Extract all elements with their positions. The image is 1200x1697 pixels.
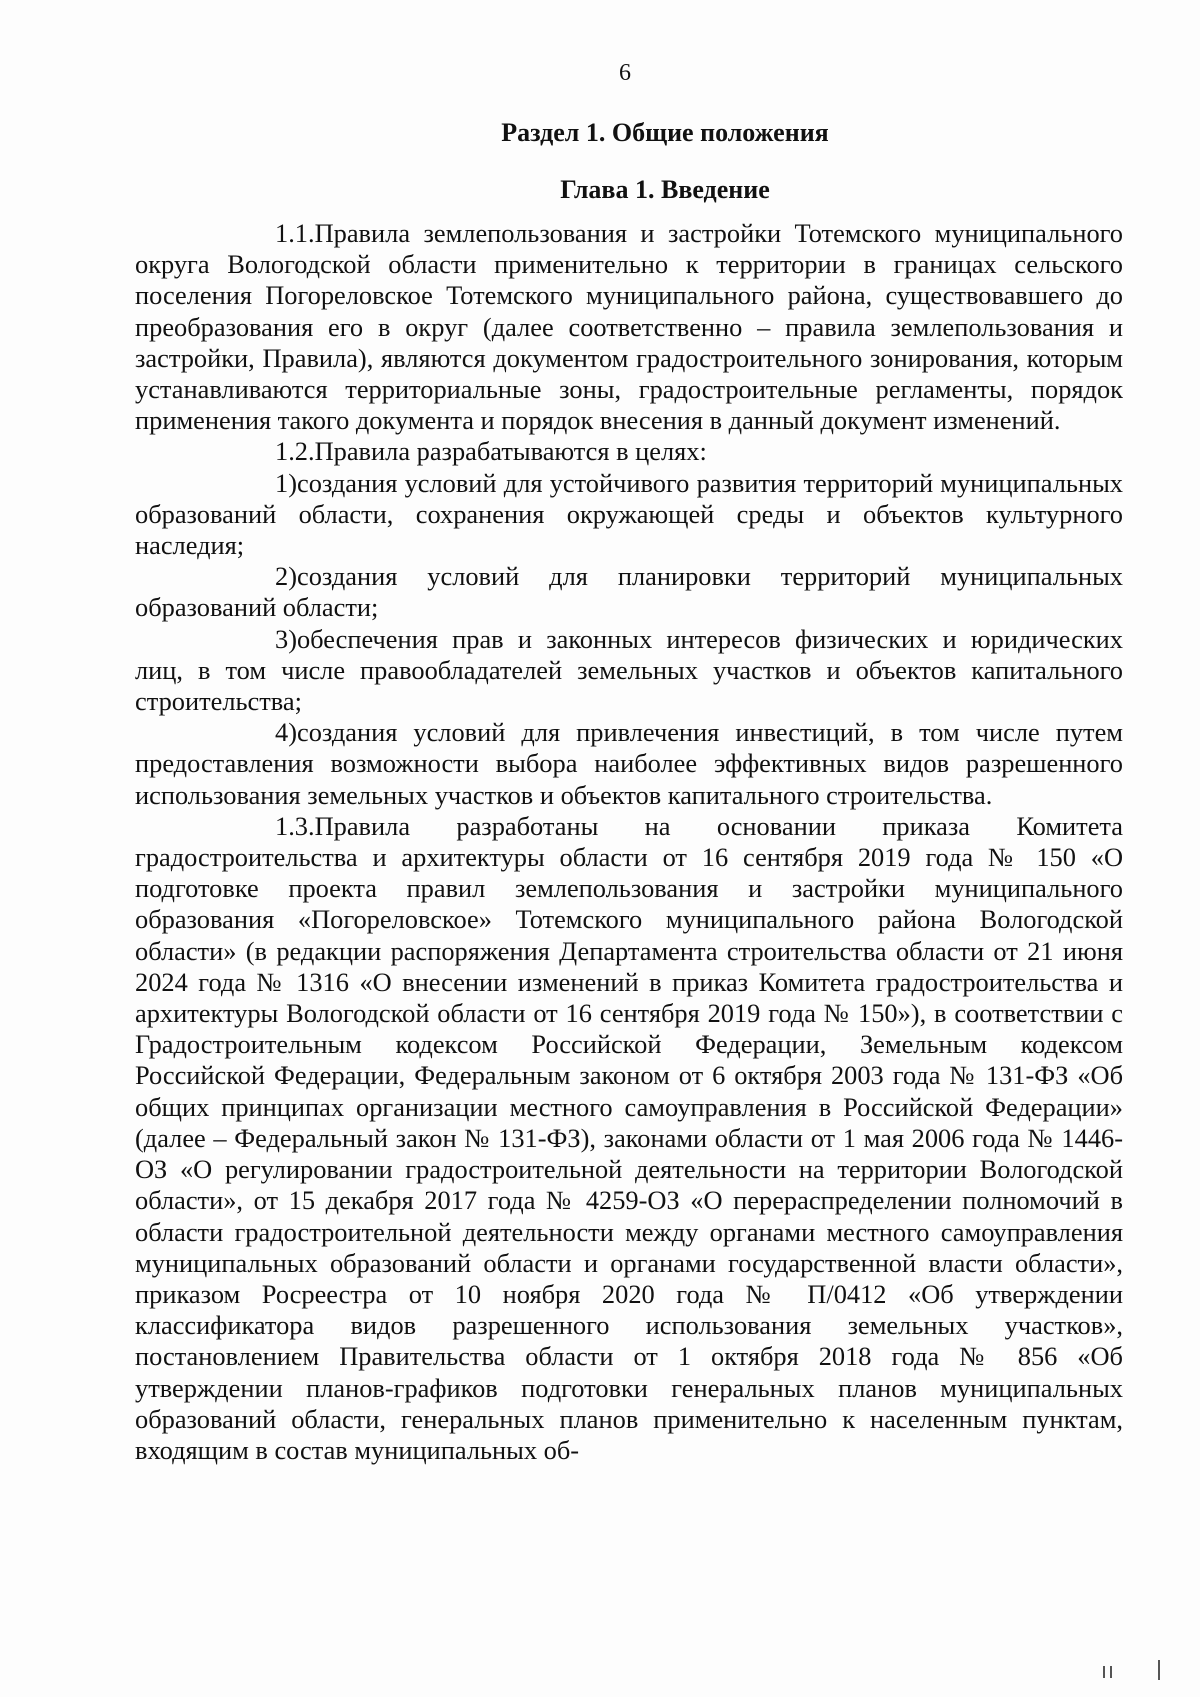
paragraph-number: 1.3. (275, 810, 315, 841)
paragraph-text: Правила разрабатываются в целях: (314, 436, 707, 467)
scan-artifact (1110, 1666, 1112, 1678)
list-item-4 (135, 717, 1123, 811)
paragraph-number: 1.1. (275, 218, 315, 248)
scan-artifact (1103, 1666, 1105, 1678)
list-item-2 (135, 561, 1123, 623)
paragraph-1-2 (135, 436, 1123, 467)
list-item-text: создания условий для планировки территорий муниципальных образований области; (135, 561, 1123, 623)
scan-artifact (1158, 1660, 1160, 1680)
paragraph-text: Правила разработаны на основании приказа Комитета градостроительства и архитектуры области от 16 сентября 2019 года № 150 «О подготовке проекта правил землепользования и застройки муниципального образования «Погореловское» Тотемского муниципального района Вологодской области» (в редакции распоряжения Департамента строительства области от 21 июня 2024 года № 1316 «О внесении изменений в приказ Комитета градостроительства и архитектуры Вологодской области от 16 сентября 2019 года № 150»), в соответствии с Градостроительным кодексом Российской Федерации, Земельным кодексом Российской Федерации, Федеральным законом от 6 октября 2003 года № 131-ФЗ «Об общих принципах организации местного самоуправления в Российской Федерации» (далее – Федеральный закон № 131-ФЗ), законами области от 1 мая 2006 года № 1446-ОЗ «О регулировании градостроительной деятельности на территории Вологодской области», от 15 декабря 2017 года № 4259-ОЗ «О перераспределении полномочий в области градостроительной деятельности между органами местного самоуправления муниципальных образований области и органами государственной власти области», приказом Росреестра от 10 ноября 2020 года № П/0412 «Об утверждении классификатора видов разрешенного использования земельных участков», постановлением Правительства области от 1 октября 2018 года № 856 «Об утверждении планов-графиков подготовки генеральных планов муниципальных образований области, генеральных планов применительно к населенным пунктам, входящим в состав муниципальных об- (135, 810, 1123, 1465)
chapter-title: Глава 1. Введение (560, 175, 770, 204)
page-number: 6 (619, 60, 631, 86)
list-item-number: 2) (275, 561, 297, 592)
list-item-number: 4) (275, 717, 297, 748)
paragraph-number: 1.2. (275, 436, 315, 467)
list-item-3 (135, 624, 1123, 718)
list-item-text: обеспечения прав и законных интересов физических и юридических лиц, в том числе правообладателей земельных участков и объектов капитального строительства; (135, 623, 1123, 717)
list-item-number: 3) (275, 623, 297, 654)
paragraph-text: Правила землепользования и застройки Тотемского муниципального округа Вологодской области применительно к территории в границах сельского поселения Погореловское Тотемского муниципального района, существовавшего до преобразования его в округ (далее соответственно – правила землепользования и застройки, Правила), являются документом градостроительного зонирования, которым устанавливаются территориальные зоны, градостроительные регламенты, порядок применения такого документа и порядок внесения в данный документ изменений. (135, 218, 1123, 436)
list-item-number: 1) (275, 467, 297, 498)
list-item-1 (135, 468, 1123, 562)
list-item-text: создания условий для устойчивого развития территорий муниципальных образований области, сохранения окружающей среды и объектов культурного наследия; (135, 467, 1123, 561)
list-item-text: создания условий для привлечения инвестиций, в том числе путем предоставления возможности выбора наиболее эффективных видов разрешенного использования земельных участков и объектов капитального строительства. (135, 717, 1123, 810)
section-title: Раздел 1. Общие положения (501, 118, 829, 147)
paragraph-1-3 (135, 811, 1123, 1466)
paragraph-1-1 (135, 218, 1123, 436)
document-body (135, 218, 1123, 1466)
